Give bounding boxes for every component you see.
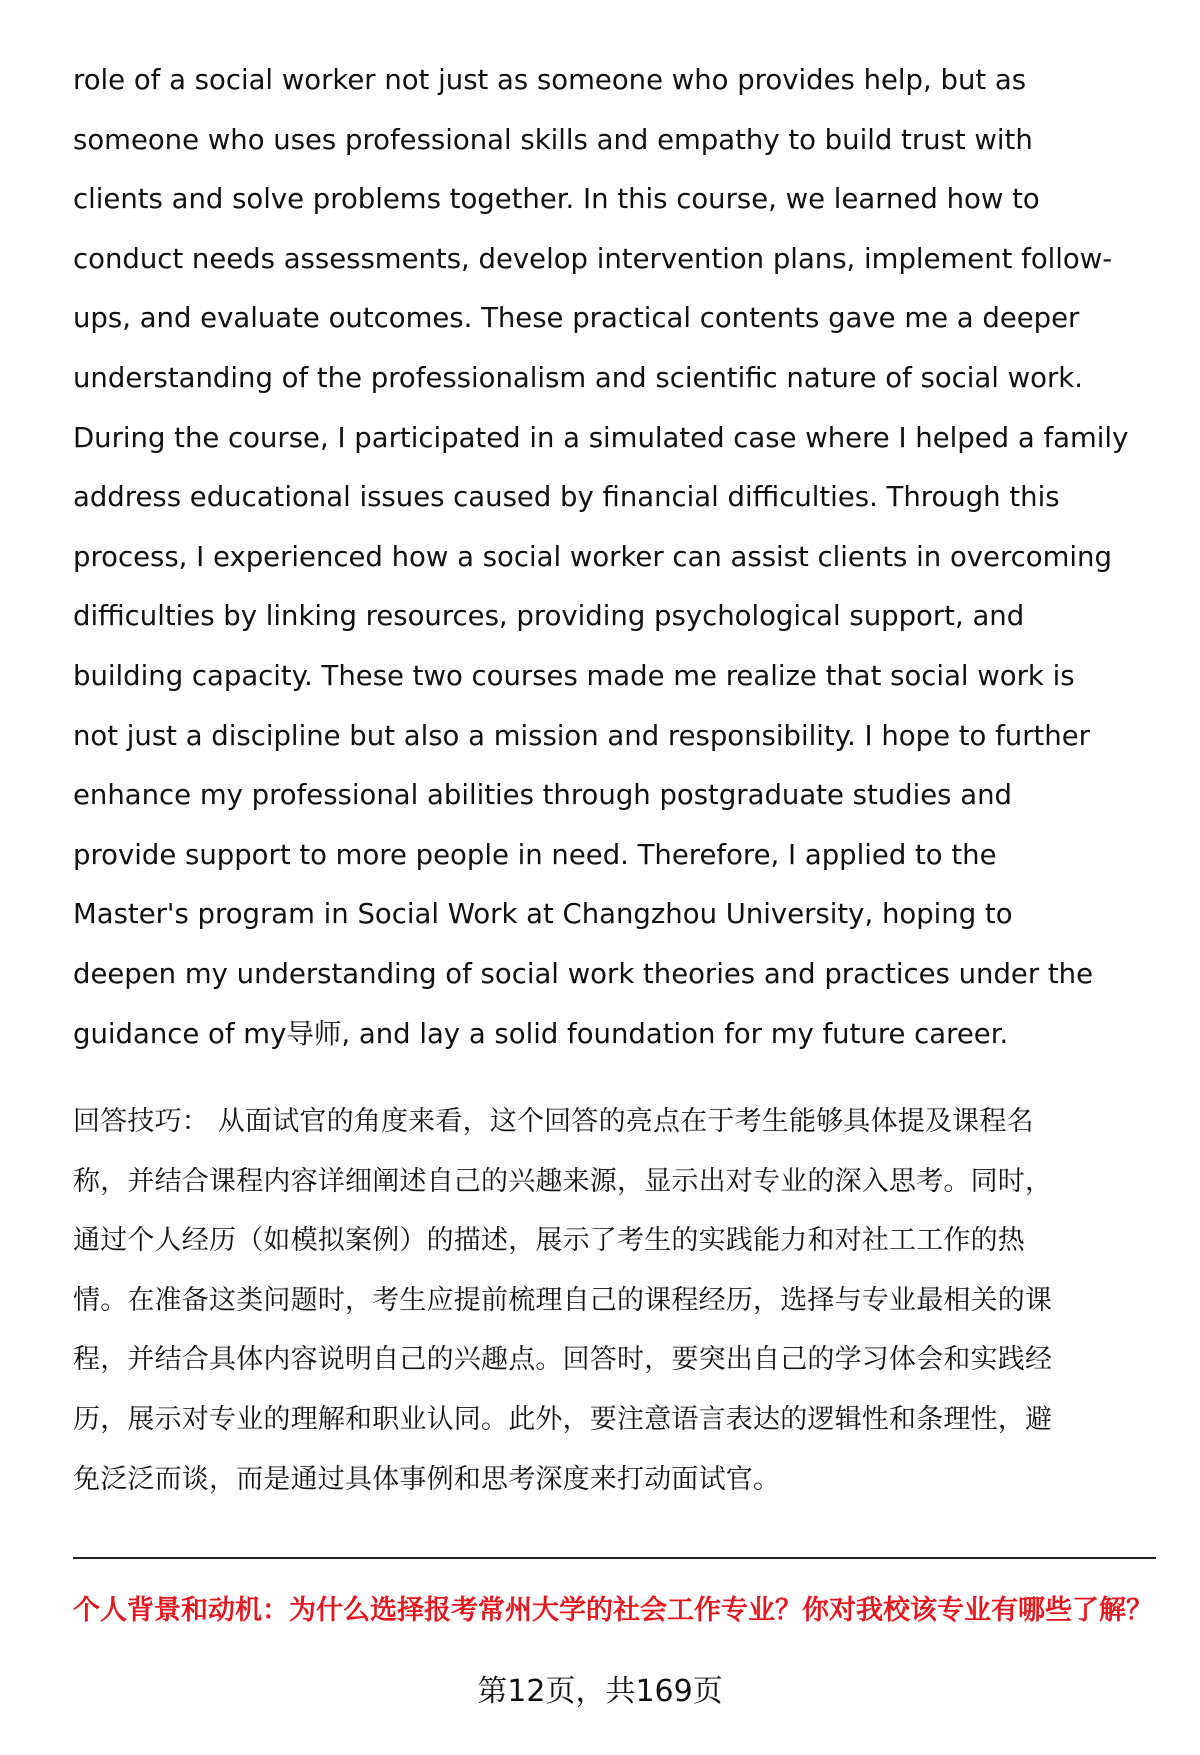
text-line: address educational issues caused by financial difficulties. Through this bbox=[73, 481, 1060, 514]
text-line: 程，并结合具体内容说明自己的兴趣点。回答时，要突出自己的学习体会和实践经 bbox=[73, 1344, 1053, 1376]
text-line: 回答技巧： 从面试官的角度来看，这个回答的亮点在于考生能够具体提及课程名 bbox=[73, 1106, 1034, 1137]
next-question-heading: 个人背景和动机：为什么选择报考常州大学的社会工作专业？你对我校该专业有哪些了解？ bbox=[73, 1595, 1153, 1626]
text-line: deepen my understanding of social work theories and practices under the bbox=[73, 958, 1094, 990]
text-line: 通过个人经历（如模拟案例）的描述，展示了考生的实践能力和对社工工作的热 bbox=[73, 1225, 1025, 1257]
text-line: ups, and evaluate outcomes. These practical contents gave me a deeper bbox=[73, 302, 1080, 335]
text-line: clients and solve problems together. In this course, we learned how to bbox=[73, 183, 1040, 216]
text-line: 免泛泛而谈，而是通过具体事例和思考深度来打动面试官。 bbox=[73, 1463, 781, 1495]
text-line: provide support to more people in need. Therefore, I applied to the bbox=[73, 838, 997, 871]
text-line: not just a discipline but also a mission and responsibility. I hope to further bbox=[73, 719, 1090, 752]
text-line: conduct needs assessments, develop intervention plans, implement follow- bbox=[73, 242, 1113, 275]
text-line: Master's program in Social Work at Changzhou University, hoping to bbox=[73, 898, 1013, 931]
text-line: process, I experienced how a social worker can assist clients in overcoming bbox=[73, 540, 1112, 573]
text-line: difficulties by linking resources, providing psychological support, and bbox=[73, 600, 1025, 633]
text-line: understanding of the professionalism and scientific nature of social work. bbox=[73, 362, 1083, 394]
text-line: During the course, I participated in a simulated case where I helped a family bbox=[73, 421, 1129, 454]
text-line: someone who uses professional skills and empathy to build trust with bbox=[73, 123, 1033, 156]
text-line: building capacity. These two courses made me realize that social work is bbox=[73, 660, 1075, 692]
page-indicator: 第12页，共169页 bbox=[477, 1674, 723, 1709]
text-line: enhance my professional abilities through postgraduate studies and bbox=[73, 779, 1012, 812]
text-line: 称，并结合课程内容详细阐述自己的兴趣来源，显示出对专业的深入思考。同时， bbox=[73, 1165, 1053, 1197]
text-line: 情。在准备这类问题时，考生应提前梳理自己的课程经历，选择与专业最相关的课 bbox=[73, 1284, 1053, 1316]
section-divider bbox=[73, 1557, 1156, 1559]
text-line: role of a social worker not just as someone who provides help, but as bbox=[73, 64, 1027, 96]
text-line: 历，展示对专业的理解和职业认同。此外，要注意语言表达的逻辑性和条理性，避 bbox=[73, 1404, 1053, 1435]
text-line: guidance of my导师, and lay a solid foundation for my future career. bbox=[73, 1017, 1009, 1050]
